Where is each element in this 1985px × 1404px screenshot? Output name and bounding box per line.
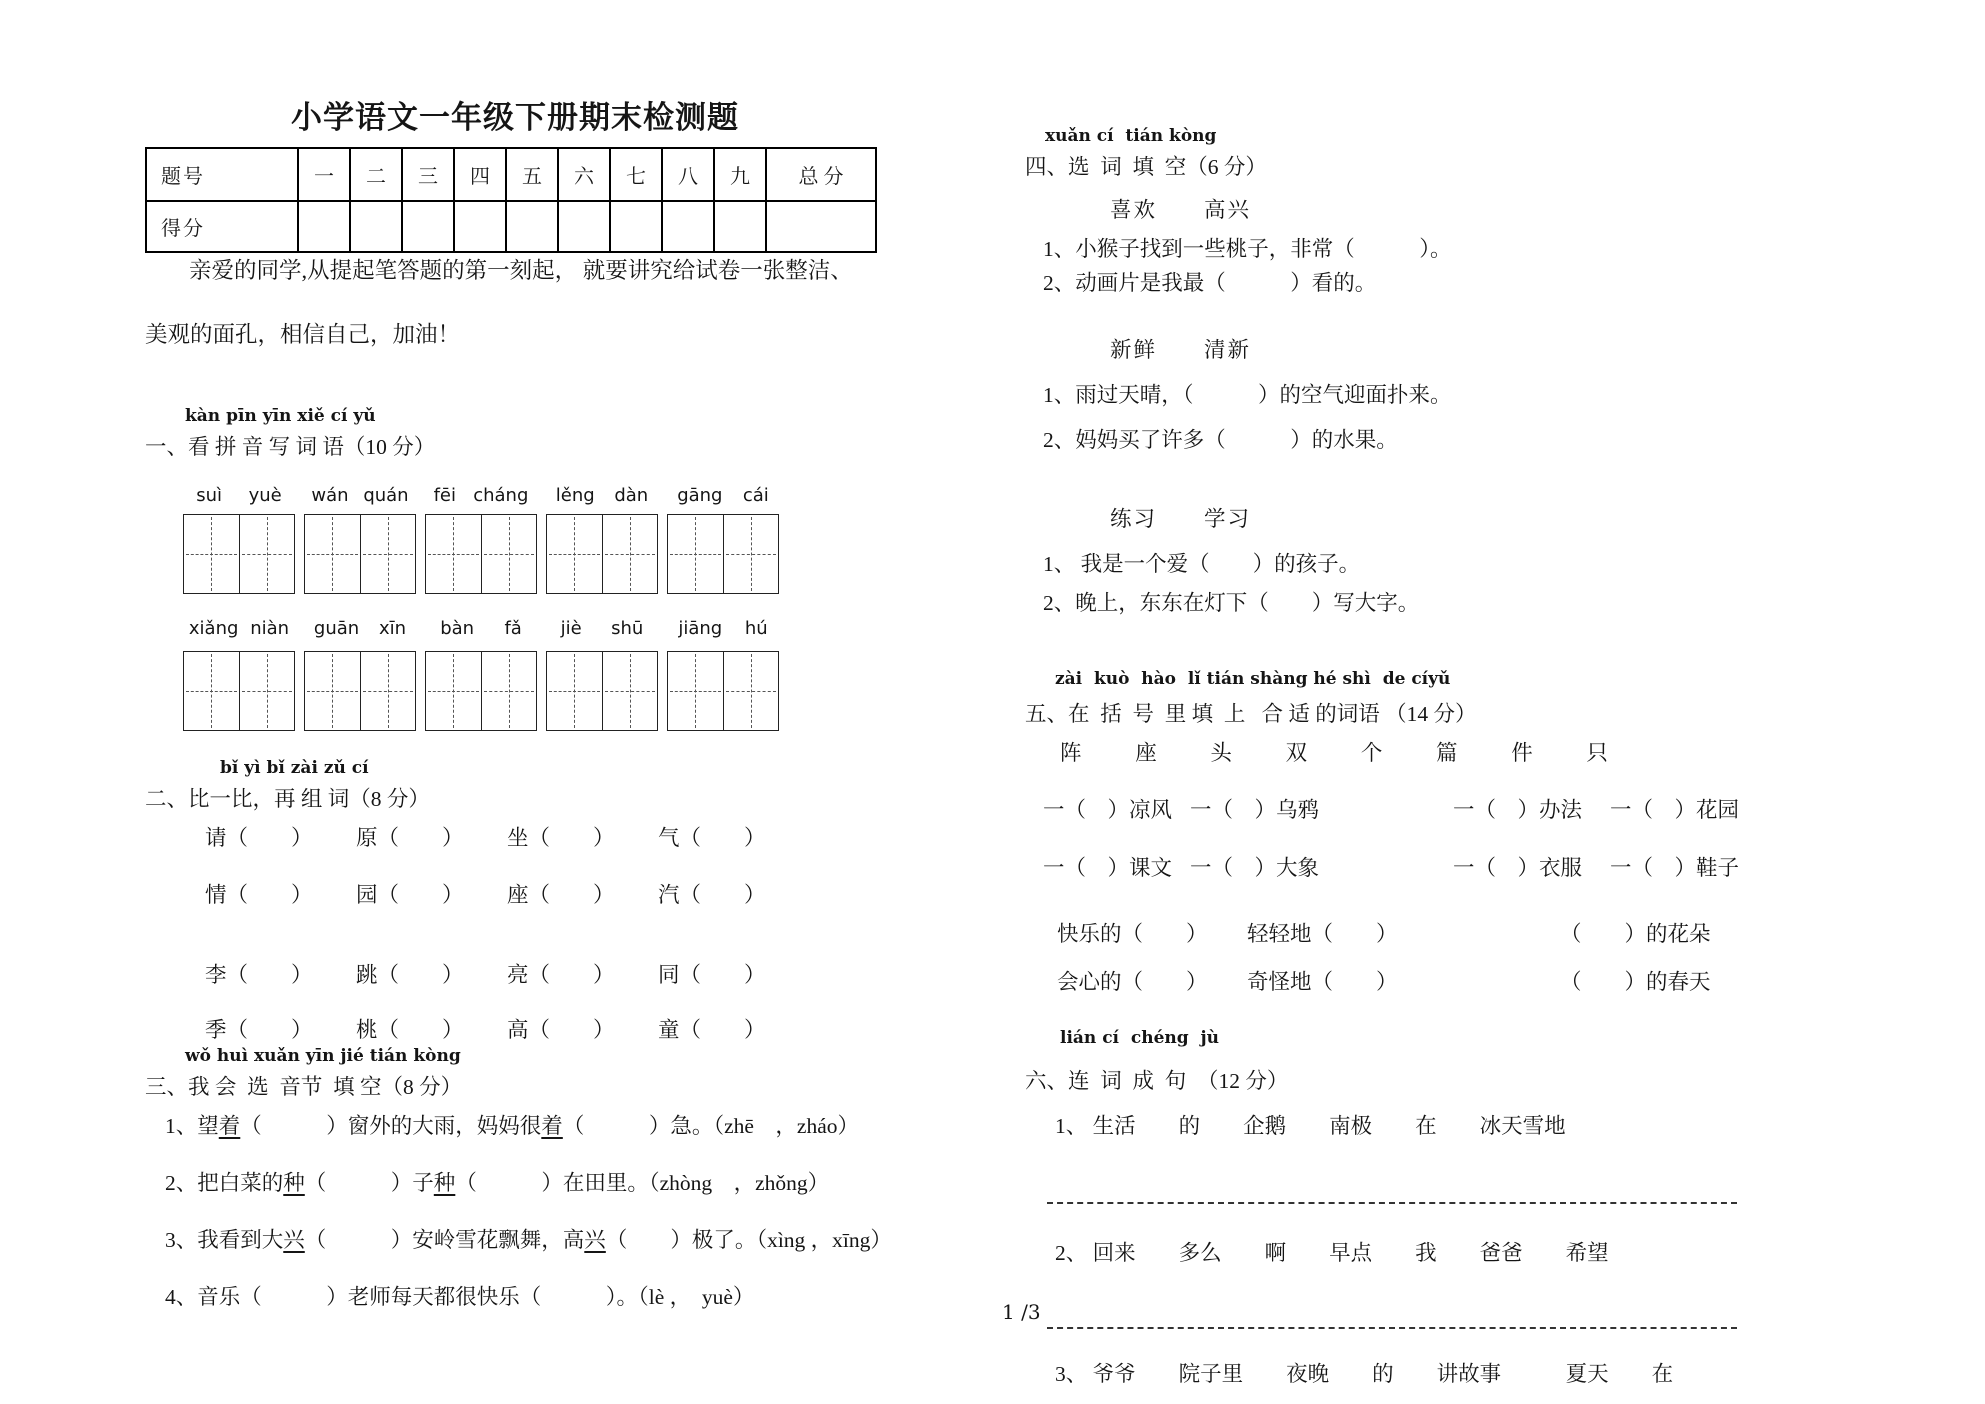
pinyin-syllable: cái	[742, 485, 769, 506]
score-cell	[349, 202, 401, 251]
writing-grid-pair	[183, 651, 295, 731]
score-cells	[297, 202, 875, 251]
compare-word-blank: 桃（ ）	[356, 1018, 464, 1042]
section-2-word-building	[145, 752, 925, 1044]
phrase-blank-row	[1057, 965, 1835, 996]
phrase-blank: 轻轻地（ ）	[1247, 922, 1398, 946]
question-column-header: 一	[297, 149, 349, 200]
measure-blank: 一（ ）鞋子	[1610, 856, 1740, 880]
measure-blank-row	[1043, 793, 1835, 824]
section-heading: 四、选 词 填 空（6 分）	[1025, 155, 1267, 179]
underlined-char: 兴	[283, 1228, 305, 1252]
measure-word: 双	[1285, 741, 1308, 765]
sentence-words-item: 2、 回来 多么 啊 早点 我 爸爸 希望	[1055, 1241, 1609, 1265]
sentence-words-item: 1、 生活 的 企鹅 南极 在 冰天雪地	[1055, 1114, 1566, 1138]
score-table	[145, 147, 877, 253]
pinyin-syllable: jiè	[560, 618, 582, 639]
compare-word-blank: 李（ ）	[205, 963, 313, 987]
pinyin-syllable: cháng	[473, 485, 529, 506]
writing-grid-pair	[183, 514, 295, 594]
pinyin-syllable: niàn	[250, 618, 290, 639]
pinyin-syllable: fǎ	[504, 618, 522, 639]
score-cell	[557, 202, 609, 251]
pinyin-syllable: dàn	[614, 485, 649, 506]
page-number: 1 /3	[1002, 1300, 1041, 1324]
question-item: 4、音乐（ ）老师每天都很快乐（ ）。（lè ， yuè）	[165, 1285, 755, 1309]
measure-word: 座	[1135, 741, 1157, 765]
writing-grid-pair	[425, 651, 537, 731]
measure-blank: 一（ ）乌鸦	[1190, 798, 1320, 822]
pinyin-syllable: suì	[196, 485, 223, 506]
compare-word-blank: 坐（ ）	[507, 826, 615, 850]
underlined-char: 着	[218, 1114, 241, 1138]
pinyin-syllable: quán	[363, 485, 409, 506]
compare-word-blank: 亮（ ）	[507, 963, 615, 987]
section-pinyin-label: lián cí chéng jù	[1060, 1028, 1219, 1048]
compare-word-blank: 气（ ）	[658, 826, 766, 850]
compare-word-blank: 请（ ）	[205, 826, 313, 850]
section-heading: 六、连 词 成 句 （12 分）	[1025, 1069, 1289, 1093]
pinyin-syllable: hú	[744, 618, 768, 639]
measure-blank-row	[1043, 851, 1835, 882]
section-pinyin-label: wǒ huì xuǎn yīn jié tián kòng	[185, 1046, 461, 1066]
phrase-blank: 奇怪地（ ）	[1247, 970, 1398, 994]
question-column-header: 七	[609, 149, 661, 200]
question-item: 2、动画片是我最（ ）看的。	[1043, 271, 1377, 295]
pinyin-syllable: yuè	[248, 485, 282, 506]
word-choices: 练习 学习	[1110, 507, 1252, 531]
writing-grid-row	[183, 651, 925, 731]
page-title: 小学语文一年级下册期末检测题	[291, 100, 739, 135]
question-item: 1、雨过天晴，（ ）的空气迎面扑来。	[1043, 383, 1452, 407]
score-cell	[453, 202, 505, 251]
compare-word-blank: 季（ ）	[205, 1018, 313, 1042]
question-item: 1、 我是一个爱（ ）的孩子。	[1043, 552, 1361, 576]
section-heading: 五、在 括 号 里 填 上 合 适 的词语 （14 分）	[1025, 702, 1477, 726]
right-column	[1025, 120, 1835, 1388]
word-choices: 新鲜 清新	[1110, 338, 1252, 362]
measure-blank: 一（ ）大象	[1190, 856, 1320, 880]
score-cell	[505, 202, 557, 251]
pinyin-syllable: jiāng	[678, 618, 723, 639]
pinyin-syllable: guān	[313, 618, 360, 639]
question-column-header: 九	[713, 149, 765, 200]
question-item: 3、我看到大兴（ ）安岭雪花飘舞，高兴（ ）极了。（xìng ，xīng）	[165, 1228, 892, 1252]
pinyin-row	[183, 485, 925, 506]
question-item: 2、妈妈买了许多（ ）的水果。	[1043, 428, 1398, 452]
pinyin-syllable: gāng	[677, 485, 723, 506]
measure-blank: 一（ ）衣服	[1453, 856, 1583, 880]
measure-blank: 一（ ）课文	[1043, 856, 1173, 880]
measure-blank: 一（ ）办法	[1453, 798, 1583, 822]
measure-blank: 一（ ）花园	[1610, 798, 1740, 822]
phrase-blank: 快乐的（ ）	[1057, 922, 1208, 946]
writing-grid-row	[183, 514, 925, 594]
section-heading: 一、看 拼 音 写 词 语（10 分）	[145, 435, 436, 459]
answer-line	[1047, 1202, 1737, 1204]
question-item: 2、把白菜的种（ ）子种（ ）在田里。（zhòng ，zhǒng）	[165, 1171, 830, 1195]
compare-word-blank: 跳（ ）	[356, 963, 464, 987]
compare-word-blank: 座（ ）	[507, 883, 615, 907]
section-heading: 三、我 会 选 音节 填 空（8 分）	[145, 1075, 463, 1099]
question-item: 1、望着（ ）窗外的大雨，妈妈很着（ ）急。（zhē ，zháo）	[165, 1114, 859, 1138]
pinyin-syllable: shū	[611, 618, 644, 639]
intro-line: 亲爱的同学,从提起笔答题的第一刻起， 就要讲究给试卷一张整洁、	[189, 258, 853, 283]
question-column-header: 三	[401, 149, 453, 200]
underlined-char: 种	[433, 1171, 456, 1195]
pinyin-syllable: xīn	[379, 618, 407, 639]
phrase-blank: （ ）的春天	[1560, 970, 1711, 994]
question-column-header: 五	[505, 149, 557, 200]
writing-grid-pair	[546, 651, 658, 731]
section-pinyin-label: kàn pīn yīn xiě cí yǔ	[185, 406, 376, 426]
phrase-blank-row	[1057, 917, 1835, 948]
score-cell	[401, 202, 453, 251]
compare-word-blank: 汽（ ）	[658, 883, 766, 907]
score-cell	[713, 202, 765, 251]
underlined-char: 种	[283, 1171, 305, 1195]
measure-word: 只	[1586, 741, 1608, 765]
measure-word: 件	[1511, 741, 1533, 765]
question-column-header: 六	[557, 149, 609, 200]
score-cell	[765, 202, 875, 251]
measure-word-choices	[1060, 736, 1608, 767]
word-choices: 喜欢 高兴	[1110, 198, 1252, 222]
pinyin-row	[183, 618, 925, 639]
pinyin-syllable: wán	[311, 485, 349, 506]
underlined-char: 兴	[584, 1228, 606, 1252]
question-item: 2、晚上，东东在灯下（ ）写大字。	[1043, 591, 1420, 615]
writing-grid-pair	[425, 514, 537, 594]
section-1-pinyin-writing	[145, 398, 925, 731]
underlined-char: 着	[541, 1114, 563, 1138]
section-pinyin-label: bǐ yì bǐ zài zǔ cí	[220, 758, 369, 778]
measure-word: 个	[1360, 741, 1383, 765]
answer-line	[1047, 1327, 1737, 1329]
section-3-syllable-choice	[145, 1040, 925, 1311]
writing-grid-pair	[304, 651, 416, 731]
intro-text	[145, 256, 905, 350]
compare-word-blank: 情（ ）	[205, 883, 313, 907]
writing-grid-pair	[304, 514, 416, 594]
measure-word: 头	[1210, 741, 1232, 765]
compare-word-blank: 原（ ）	[356, 826, 464, 850]
question-column-header: 八	[661, 149, 713, 200]
score-table-score-row	[147, 200, 875, 251]
question-column-header: 总 分	[765, 149, 875, 200]
pinyin-syllable: bàn	[440, 618, 475, 639]
measure-word: 阵	[1060, 741, 1082, 765]
measure-word: 篇	[1436, 741, 1458, 765]
sentence-words-item: 3、 爷爷 院子里 夜晚 的 讲故事 夏天 在	[1055, 1362, 1674, 1386]
score-table-header-row	[147, 149, 875, 200]
compare-words-grid	[205, 821, 925, 909]
score-cell	[297, 202, 349, 251]
writing-grid-pair	[667, 651, 779, 731]
score-label: 得分	[161, 218, 205, 240]
phrase-blank: （ ）的花朵	[1560, 922, 1711, 946]
compare-word-blank: 园（ ）	[356, 883, 464, 907]
pinyin-syllable: lěng	[555, 485, 595, 506]
compare-word-blank: 高（ ）	[507, 1018, 615, 1042]
score-cell	[661, 202, 713, 251]
section-pinyin-label: zài kuò hào lǐ tián shàng hé shì de cíyǔ	[1055, 669, 1451, 689]
measure-blank: 一（ ）凉风	[1043, 798, 1173, 822]
compare-words-grid	[205, 958, 925, 1044]
writing-grid-pair	[546, 514, 658, 594]
phrase-blank: 会心的（ ）	[1057, 970, 1208, 994]
score-cell	[609, 202, 661, 251]
pinyin-syllable: xiǎng	[188, 618, 239, 639]
intro-line: 美观的面孔，相信自己，加油！	[145, 322, 461, 347]
question-item: 1、小猴子找到一些桃子，非常（ ）。	[1043, 237, 1452, 261]
question-number-columns	[297, 149, 875, 200]
question-number-label: 题号	[161, 166, 205, 188]
question-column-header: 二	[349, 149, 401, 200]
question-column-header: 四	[453, 149, 505, 200]
pinyin-syllable: fēi	[433, 485, 457, 506]
compare-word-blank: 童（ ）	[658, 1018, 766, 1042]
section-pinyin-label: xuǎn cí tián kòng	[1045, 126, 1217, 146]
writing-grid-pair	[667, 514, 779, 594]
section-heading: 二、比一比，再 组 词（8 分）	[145, 787, 430, 811]
compare-word-blank: 同（ ）	[658, 963, 766, 987]
